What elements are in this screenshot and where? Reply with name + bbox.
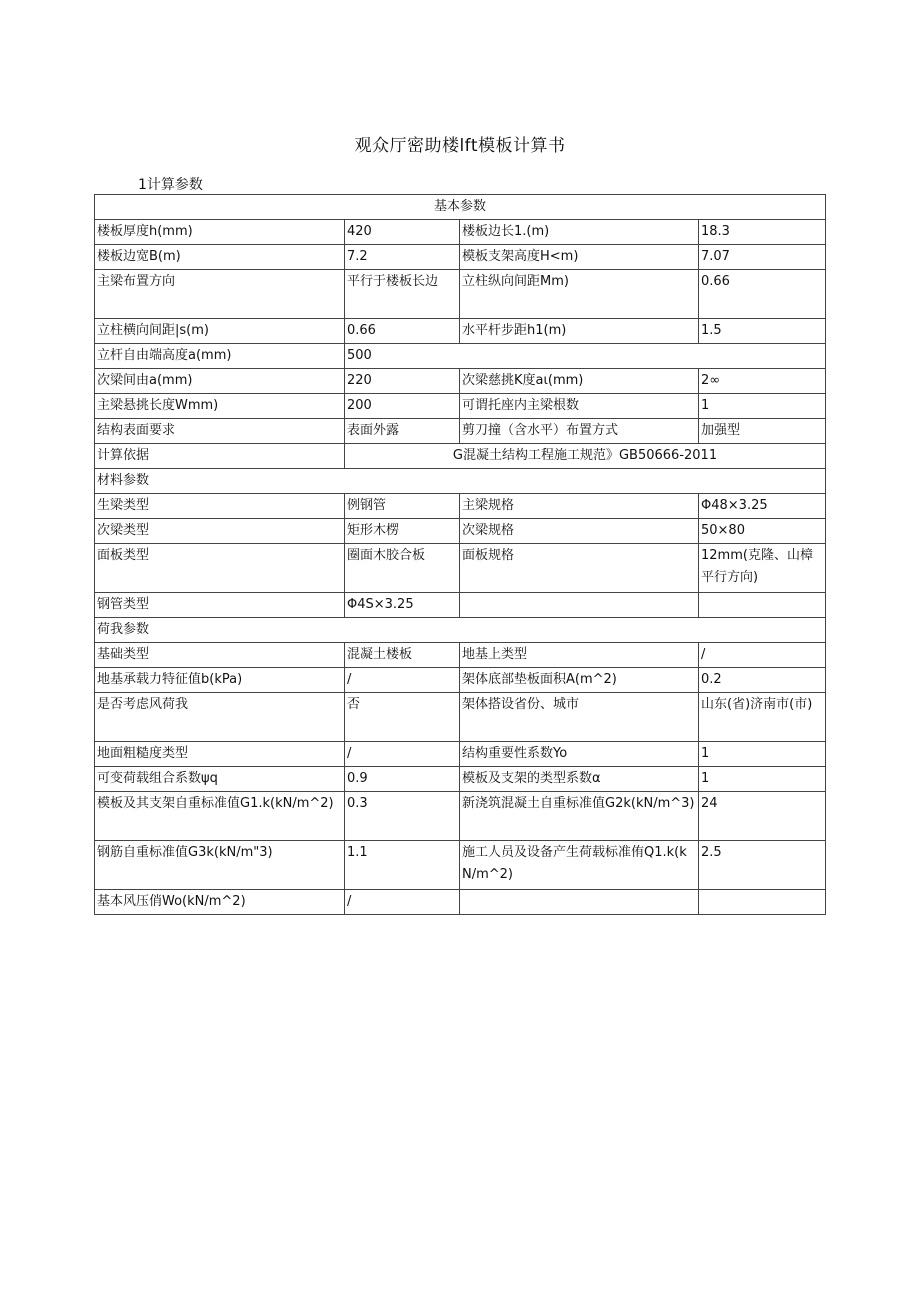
- param-label: 新浇筑混凝土自重标准值G2k(kN/m^3): [460, 792, 699, 841]
- table-row: [95, 419, 826, 444]
- param-value: 加强型: [699, 419, 826, 444]
- table-row: [95, 469, 826, 494]
- table-row: [95, 394, 826, 419]
- param-value: 2.5: [699, 841, 826, 890]
- param-label: 基本风压俏Wo(kN/m^2): [95, 890, 345, 915]
- param-label: 主梁悬挑长度Wmm): [95, 394, 345, 419]
- param-value: 山东(省)济南市(市): [699, 693, 826, 742]
- table-row: [95, 519, 826, 544]
- param-value: 例钢管: [345, 494, 460, 519]
- param-label: 次梁类型: [95, 519, 345, 544]
- table-row: [95, 767, 826, 792]
- param-label: 钢筋自重标准值G3k(kN/m"3): [95, 841, 345, 890]
- param-label: 模板及其支架自重标准值G1.k(kN/m^2): [95, 792, 345, 841]
- table-row: [95, 890, 826, 915]
- param-label: 主梁布置方向: [95, 270, 345, 319]
- param-value: 12mm(克隆、山樟平行方向): [699, 544, 826, 593]
- table-row: [95, 344, 826, 369]
- param-label: 立柱纵向间距Mm): [460, 270, 699, 319]
- param-label: [460, 890, 699, 915]
- param-label: 水平杆步距h1(m): [460, 319, 699, 344]
- param-value: 500: [345, 344, 826, 369]
- param-label: 计算依据: [95, 444, 345, 469]
- table-row: [95, 668, 826, 693]
- param-label: 面板规格: [460, 544, 699, 593]
- param-value: 表面外露: [345, 419, 460, 444]
- param-value: 1: [699, 394, 826, 419]
- param-value: 1.5: [699, 319, 826, 344]
- param-value: /: [345, 668, 460, 693]
- param-label: 立柱横向间距|s(m): [95, 319, 345, 344]
- table-row: [95, 220, 826, 245]
- param-value: 否: [345, 693, 460, 742]
- param-label: 模板及支架的类型系数α: [460, 767, 699, 792]
- param-value: 1: [699, 742, 826, 767]
- basic-params-header: 基本参数: [95, 195, 826, 220]
- param-value: 矩形木楞: [345, 519, 460, 544]
- param-value: 200: [345, 394, 460, 419]
- parameter-table: [94, 194, 826, 915]
- table-row: [95, 693, 826, 742]
- param-label: 面板类型: [95, 544, 345, 593]
- param-value: 0.2: [699, 668, 826, 693]
- section-heading: 1计算参数: [138, 177, 203, 193]
- param-label: 架体底部垫板面积A(m^2): [460, 668, 699, 693]
- param-value: 1.1: [345, 841, 460, 890]
- document-title: 观众厅密助楼lft模板计算书: [354, 136, 566, 156]
- table-row: [95, 593, 826, 618]
- param-label: 是否考虑风荷我: [95, 693, 345, 742]
- param-value: 7.07: [699, 245, 826, 270]
- param-value: 0.66: [699, 270, 826, 319]
- param-value: 0.9: [345, 767, 460, 792]
- table-row: [95, 369, 826, 394]
- table-row: [95, 544, 826, 593]
- param-value: G混凝土结构工程施工规范》GB50666-2011: [345, 444, 826, 469]
- param-label: 施工人员及设备产生荷载标准侑Q1.k(kN/m^2): [460, 841, 699, 890]
- param-label: [460, 593, 699, 618]
- param-label: 楼板边宽B(m): [95, 245, 345, 270]
- table-row: [95, 742, 826, 767]
- param-label: 架体搭设省份、城市: [460, 693, 699, 742]
- param-label: 结构重要性系数Yo: [460, 742, 699, 767]
- param-label: 立杆自由端高度a(mm): [95, 344, 345, 369]
- load-params-header: 荷我参数: [95, 618, 826, 643]
- param-value: 220: [345, 369, 460, 394]
- param-value: /: [699, 643, 826, 668]
- param-value: 圈面木胶合板: [345, 544, 460, 593]
- param-label: 次梁规格: [460, 519, 699, 544]
- table-row: [95, 245, 826, 270]
- param-value: 420: [345, 220, 460, 245]
- table-row: [95, 270, 826, 319]
- param-value: 24: [699, 792, 826, 841]
- table-row: [95, 444, 826, 469]
- material-params-header: 材料参数: [95, 469, 826, 494]
- param-label: 钢管类型: [95, 593, 345, 618]
- param-label: 楼板厚度h(mm): [95, 220, 345, 245]
- param-label: 地面粗糙度类型: [95, 742, 345, 767]
- table-row: [95, 494, 826, 519]
- param-value: 0.3: [345, 792, 460, 841]
- table-row: [95, 618, 826, 643]
- param-label: 剪刀撞（含水平）布置方式: [460, 419, 699, 444]
- param-label: 模板支架高度H<m): [460, 245, 699, 270]
- table-row: [95, 319, 826, 344]
- param-value: 18.3: [699, 220, 826, 245]
- param-label: 可谓托座内主梁根数: [460, 394, 699, 419]
- param-value: 混凝土楼板: [345, 643, 460, 668]
- param-label: 地基上类型: [460, 643, 699, 668]
- param-label: 次梁间由a(mm): [95, 369, 345, 394]
- param-label: 生梁类型: [95, 494, 345, 519]
- param-value: 7.2: [345, 245, 460, 270]
- param-value: 50×80: [699, 519, 826, 544]
- param-label: 可变荷载组合系数ψq: [95, 767, 345, 792]
- table-row: [95, 643, 826, 668]
- param-value: 平行于楼板长边: [345, 270, 460, 319]
- param-value: Φ4S×3.25: [345, 593, 460, 618]
- param-value: 2∞: [699, 369, 826, 394]
- param-value: /: [345, 742, 460, 767]
- param-label: 楼板边长1.(m): [460, 220, 699, 245]
- param-value: /: [345, 890, 460, 915]
- param-value: [699, 890, 826, 915]
- param-label: 结构表面要求: [95, 419, 345, 444]
- table-row: [95, 841, 826, 890]
- table-row: [95, 792, 826, 841]
- table-row: [95, 195, 826, 220]
- param-value: [699, 593, 826, 618]
- param-label: 主梁规格: [460, 494, 699, 519]
- param-value: 0.66: [345, 319, 460, 344]
- param-label: 地基承载力特征值b(kPa): [95, 668, 345, 693]
- param-label: 次梁慈挑K度aι(mm): [460, 369, 699, 394]
- param-label: 基础类型: [95, 643, 345, 668]
- param-value: 1: [699, 767, 826, 792]
- param-value: Φ48×3.25: [699, 494, 826, 519]
